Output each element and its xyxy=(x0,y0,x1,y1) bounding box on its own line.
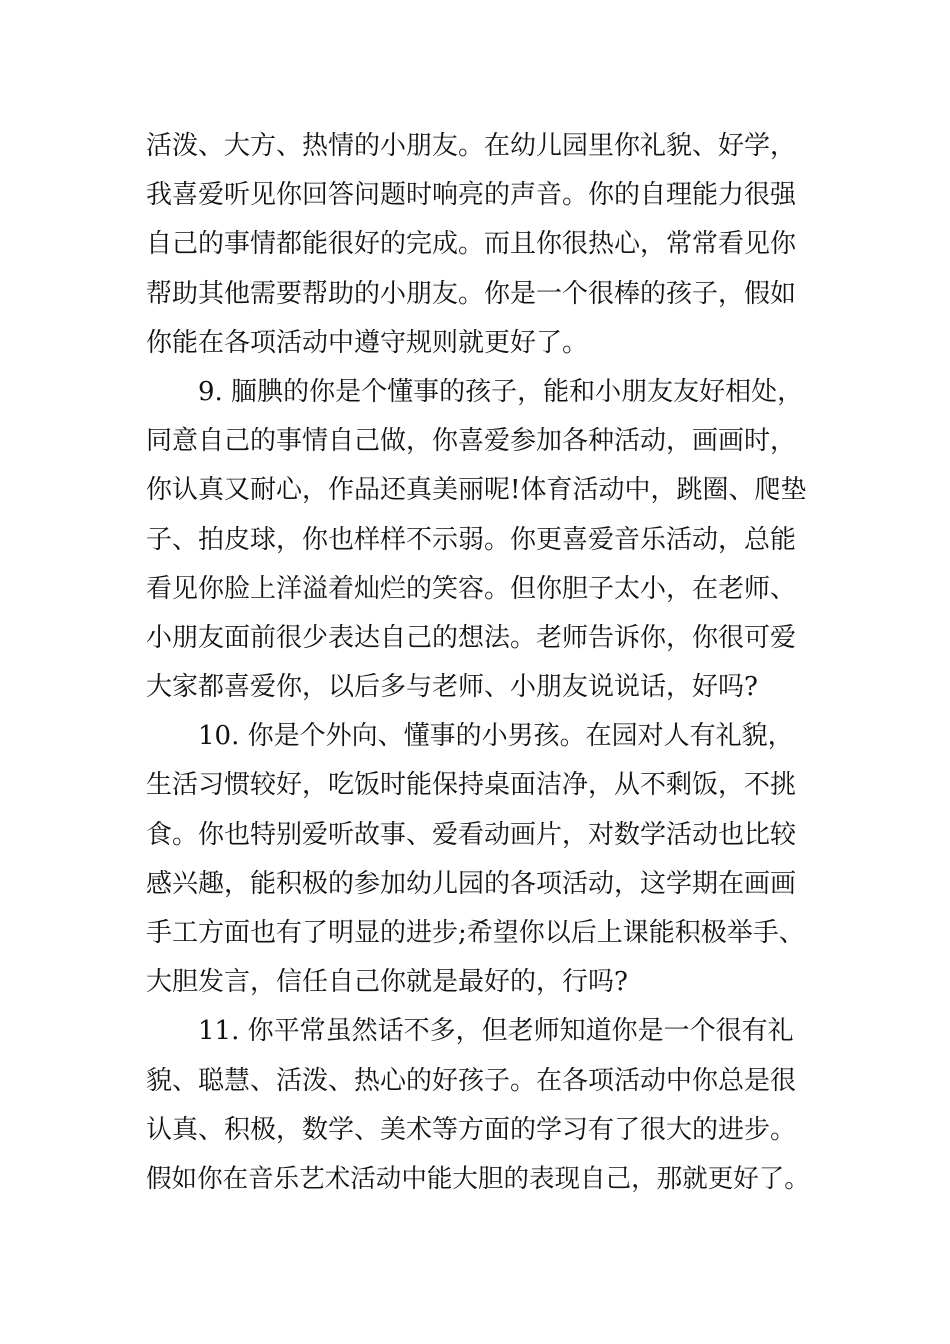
text-line: 活泼、大方、热情的小朋友。在幼儿园里你礼貌、好学， xyxy=(146,131,797,161)
text-line: 自己的事情都能很好的完成。而且你很热心，常常看见你 xyxy=(146,229,797,260)
text-line: 子、拍皮球，你也样样不示弱。你更喜爱音乐活动，总能 xyxy=(146,524,797,555)
text-line: 大家都喜爱你，以后多与老师、小朋友说说话，好吗? xyxy=(146,672,758,703)
text-line: 帮助其他需要帮助的小朋友。你是一个很棒的孩子，假如 xyxy=(146,278,797,309)
text-line: 同意自己的事情自己做，你喜爱参加各种活动，画画时， xyxy=(146,426,797,457)
text-line: 你能在各项活动中遵守规则就更好了。 xyxy=(146,327,589,358)
text-line: 食。你也特别爱听故事、爱看动画片，对数学活动也比较 xyxy=(146,819,797,850)
text-line: 大胆发言，信任自己你就是最好的，行吗? xyxy=(146,967,628,998)
text-line: 10. 你是个外向、懂事的小男孩。在园对人有礼貌， xyxy=(198,721,794,752)
text-line: 感兴趣，能积极的参加幼儿园的各项活动，这学期在画画 xyxy=(146,868,797,899)
text-line: 认真、积极，数学、美术等方面的学习有了很大的进步。 xyxy=(146,1114,797,1145)
text-line: 我喜爱听见你回答问题时响亮的声音。你的自理能力很强 xyxy=(146,180,797,211)
document-body xyxy=(146,122,810,1204)
text-line: 生活习惯较好，吃饭时能保持桌面洁净，从不剩饭，不挑 xyxy=(146,770,797,801)
text-line: 你认真又耐心，作品还真美丽呢!体育活动中，跳圈、爬垫 xyxy=(146,475,807,506)
text-line: 假如你在音乐艺术活动中能大胆的表现自己，那就更好了。 xyxy=(146,1163,810,1194)
text-line: 11. 你平常虽然话不多，但老师知道你是一个很有礼 xyxy=(198,1016,794,1047)
text-line: 9. 腼腆的你是个懂事的孩子，能和小朋友友好相处， xyxy=(198,376,804,407)
text-line: 小朋友面前很少表达自己的想法。老师告诉你，你很可爱 xyxy=(146,622,797,653)
text-line: 手工方面也有了明显的进步;希望你以后上课能积极举手、 xyxy=(146,918,805,948)
text-line: 看见你脸上洋溢着灿烂的笑容。但你胆子太小，在老师、 xyxy=(146,573,797,604)
text-line: 貌、聪慧、活泼、热心的好孩子。在各项活动中你总是很 xyxy=(146,1065,797,1096)
